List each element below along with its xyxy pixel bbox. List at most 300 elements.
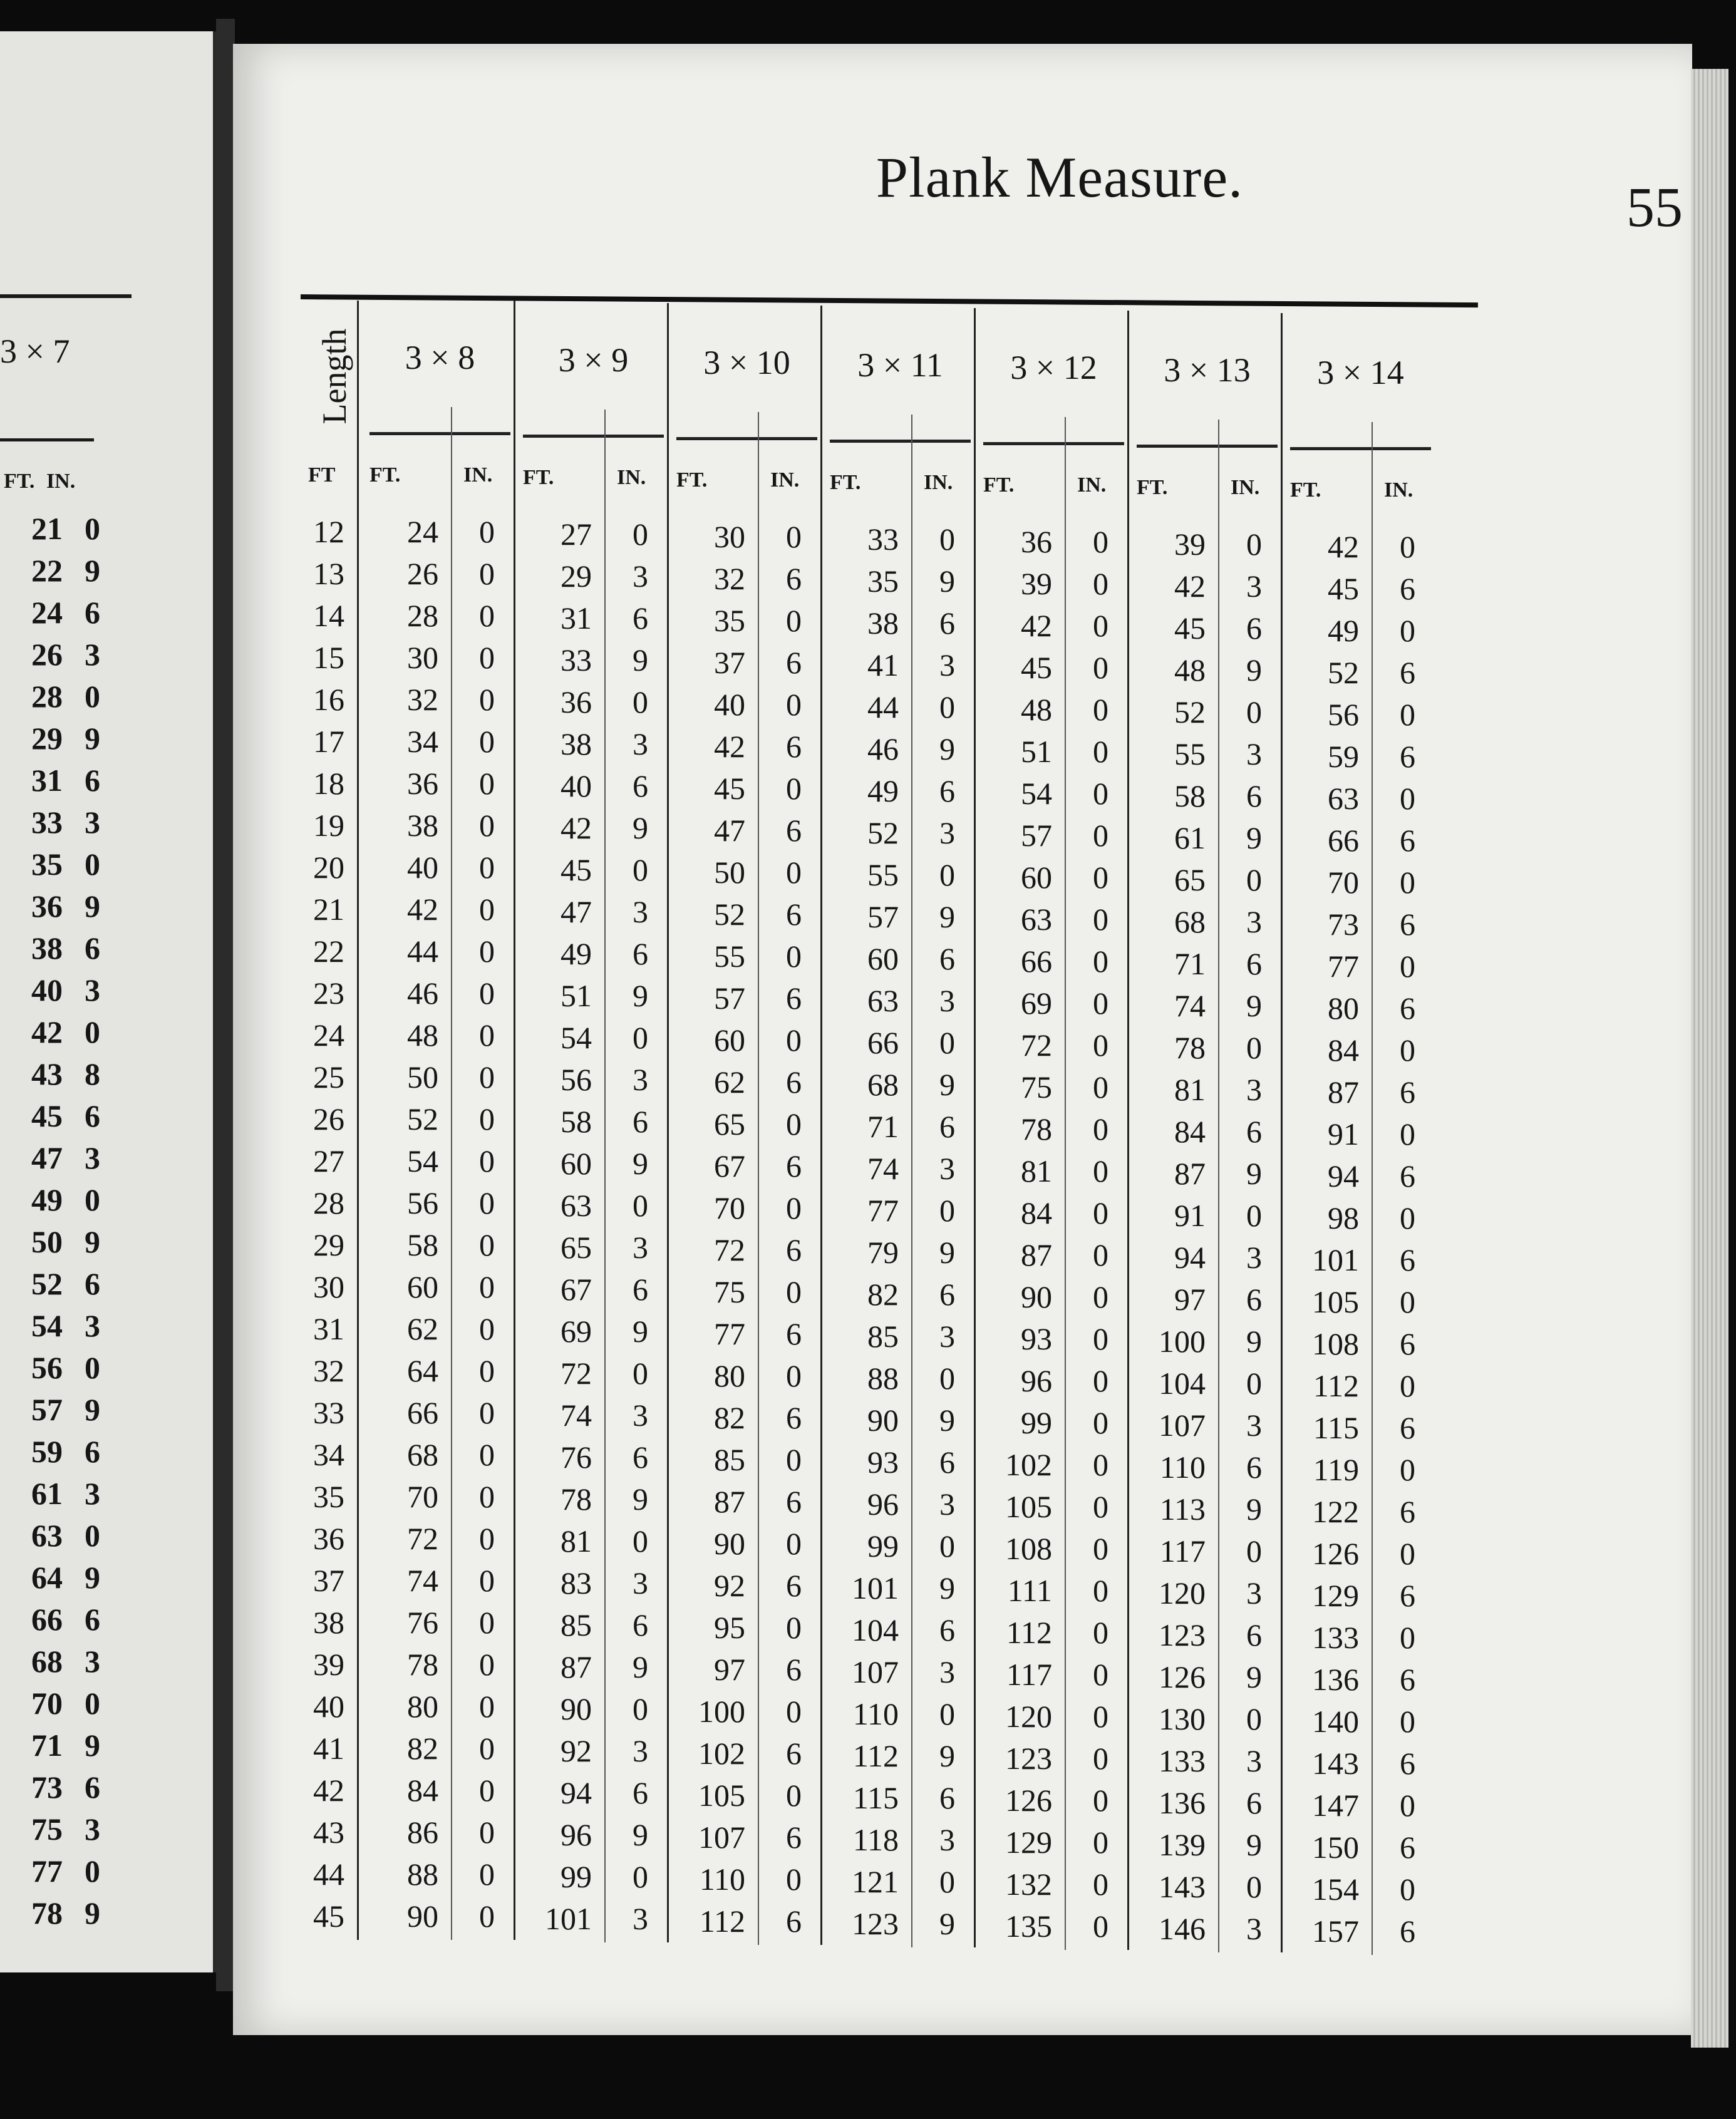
length-value: 28 bbox=[313, 1185, 344, 1220]
left-table-row bbox=[0, 1514, 100, 1556]
left-ft-value: 52 bbox=[31, 1266, 63, 1301]
in-value: 3 bbox=[633, 559, 648, 594]
ft-value: 91 bbox=[1328, 1116, 1359, 1152]
in-value: 0 bbox=[1246, 1534, 1262, 1569]
left-in-value: 0 bbox=[85, 1853, 100, 1889]
ft-value: 133 bbox=[1312, 1620, 1359, 1655]
left-page-sub-rule bbox=[0, 438, 94, 441]
ft-value: 126 bbox=[1312, 1536, 1359, 1571]
ft-value: 27 bbox=[561, 517, 592, 552]
in-value: 0 bbox=[1400, 529, 1415, 564]
ft-value: 136 bbox=[1312, 1662, 1359, 1697]
left-ft-value: 28 bbox=[31, 678, 63, 714]
in-value: 0 bbox=[1246, 694, 1262, 730]
ft-value: 107 bbox=[698, 1820, 745, 1855]
ft-in-divider bbox=[1218, 420, 1219, 1952]
ft-value: 48 bbox=[1021, 692, 1052, 727]
in-value: 0 bbox=[1093, 902, 1108, 937]
ft-value: 112 bbox=[852, 1738, 899, 1773]
in-value: 6 bbox=[786, 1736, 802, 1771]
in-value: 0 bbox=[939, 1025, 955, 1060]
length-value: 21 bbox=[313, 892, 344, 927]
ft-value: 74 bbox=[1174, 988, 1206, 1023]
ft-value: 74 bbox=[407, 1563, 438, 1598]
in-value: 0 bbox=[939, 522, 955, 557]
ft-value: 36 bbox=[1021, 524, 1052, 559]
left-ft-value: 70 bbox=[31, 1685, 63, 1721]
ft-value: 84 bbox=[1328, 1033, 1359, 1068]
in-value: 6 bbox=[786, 561, 802, 596]
left-ft-value: 54 bbox=[31, 1307, 63, 1343]
ft-value: 105 bbox=[1005, 1489, 1052, 1524]
left-table-row bbox=[0, 1682, 100, 1724]
dimension-sub-rule bbox=[369, 432, 510, 435]
length-column-divider bbox=[357, 301, 359, 1940]
in-value: 9 bbox=[939, 1235, 955, 1270]
length-value: 23 bbox=[313, 976, 344, 1011]
in-value: 0 bbox=[1400, 949, 1415, 984]
left-ft-value: 36 bbox=[31, 888, 63, 924]
ft-value: 70 bbox=[714, 1190, 745, 1225]
in-value: 9 bbox=[1246, 988, 1262, 1023]
in-value: 0 bbox=[479, 1437, 495, 1472]
left-ft-value: 56 bbox=[31, 1349, 63, 1385]
in-value: 9 bbox=[633, 978, 648, 1013]
ft-value: 150 bbox=[1312, 1830, 1359, 1865]
ft-value: 57 bbox=[1021, 818, 1052, 853]
ft-value: 101 bbox=[852, 1570, 899, 1606]
ft-value: 51 bbox=[1021, 734, 1052, 769]
in-value: 6 bbox=[1246, 611, 1262, 646]
in-value: 0 bbox=[479, 1689, 495, 1724]
in-value: 0 bbox=[479, 1521, 495, 1556]
ft-value: 96 bbox=[561, 1817, 592, 1852]
dimension-header: 3 × 11 bbox=[857, 346, 943, 384]
ft-value: 56 bbox=[407, 1185, 438, 1220]
ft-value: 68 bbox=[1174, 904, 1206, 939]
in-value: 0 bbox=[939, 1193, 955, 1228]
left-table-row bbox=[0, 1011, 100, 1053]
ft-value: 132 bbox=[1005, 1867, 1052, 1902]
left-table-row bbox=[0, 1220, 100, 1262]
ft-value: 126 bbox=[1005, 1783, 1052, 1818]
ft-value: 69 bbox=[1021, 986, 1052, 1021]
left-ft-value: 71 bbox=[31, 1727, 63, 1763]
ft-value: 66 bbox=[867, 1025, 899, 1060]
ft-value: 81 bbox=[561, 1524, 592, 1559]
in-value: 0 bbox=[1093, 734, 1108, 769]
left-in-value: 9 bbox=[85, 1727, 100, 1763]
in-value: 0 bbox=[939, 1529, 955, 1564]
ft-value: 76 bbox=[407, 1605, 438, 1640]
in-column-label: IN. bbox=[770, 468, 800, 492]
in-value: 0 bbox=[479, 724, 495, 759]
ft-value: 42 bbox=[561, 810, 592, 845]
in-value: 0 bbox=[786, 603, 802, 638]
left-in-value: 0 bbox=[85, 510, 100, 546]
in-value: 9 bbox=[633, 810, 648, 845]
in-value: 0 bbox=[633, 1356, 648, 1391]
in-value: 6 bbox=[786, 645, 802, 680]
ft-value: 126 bbox=[1159, 1659, 1206, 1694]
ft-value: 87 bbox=[1021, 1237, 1052, 1272]
in-value: 9 bbox=[1246, 1827, 1262, 1862]
ft-value: 84 bbox=[407, 1773, 438, 1808]
in-value: 0 bbox=[479, 1353, 495, 1388]
ft-value: 94 bbox=[1328, 1158, 1359, 1194]
length-value: 42 bbox=[313, 1773, 344, 1808]
left-table-row bbox=[0, 1808, 100, 1850]
left-table-row bbox=[0, 549, 100, 591]
left-page bbox=[0, 31, 217, 1972]
in-value: 9 bbox=[633, 1649, 648, 1684]
in-value: 0 bbox=[1093, 1447, 1108, 1482]
left-in-value: 3 bbox=[85, 1643, 100, 1679]
left-ft-value: 38 bbox=[31, 930, 63, 966]
in-value: 0 bbox=[633, 684, 648, 719]
left-in-value: 6 bbox=[85, 930, 100, 966]
in-value: 0 bbox=[1400, 781, 1415, 816]
left-in-value: 0 bbox=[85, 1517, 100, 1553]
ft-value: 77 bbox=[1328, 949, 1359, 984]
in-value: 6 bbox=[633, 1775, 648, 1810]
left-in-value: 9 bbox=[85, 888, 100, 924]
ft-value: 94 bbox=[1174, 1240, 1206, 1275]
left-ft-value: 68 bbox=[31, 1643, 63, 1679]
left-table-row bbox=[0, 885, 100, 927]
in-value: 0 bbox=[1093, 650, 1108, 685]
left-table-row bbox=[0, 1598, 100, 1640]
ft-value: 64 bbox=[407, 1353, 438, 1388]
group-divider bbox=[1127, 311, 1129, 1950]
ft-value: 54 bbox=[561, 1020, 592, 1055]
ft-value: 68 bbox=[867, 1067, 899, 1102]
ft-value: 63 bbox=[1021, 902, 1052, 937]
ft-value: 52 bbox=[867, 815, 899, 850]
left-in-value: 3 bbox=[85, 804, 100, 840]
in-value: 0 bbox=[1400, 1033, 1415, 1068]
in-value: 6 bbox=[1400, 1746, 1415, 1781]
ft-value: 157 bbox=[1312, 1914, 1359, 1949]
ft-value: 85 bbox=[561, 1607, 592, 1642]
in-column-label: IN. bbox=[1077, 473, 1107, 497]
left-table-row bbox=[0, 717, 100, 759]
in-value: 0 bbox=[786, 687, 802, 722]
dimension-header: 3 × 9 bbox=[558, 341, 629, 379]
left-table-row bbox=[0, 1304, 100, 1346]
in-value: 0 bbox=[479, 640, 495, 675]
ft-value: 81 bbox=[1021, 1153, 1052, 1188]
in-value: 6 bbox=[939, 606, 955, 641]
ft-column-label: FT. bbox=[523, 466, 554, 489]
ft-value: 44 bbox=[407, 934, 438, 969]
in-value: 0 bbox=[479, 514, 495, 549]
in-value: 0 bbox=[786, 1190, 802, 1225]
ft-value: 72 bbox=[1021, 1028, 1052, 1063]
in-value: 6 bbox=[1400, 1578, 1415, 1613]
length-value: 31 bbox=[313, 1311, 344, 1346]
ft-column-label: FT. bbox=[1290, 478, 1321, 502]
ft-value: 55 bbox=[867, 857, 899, 892]
in-value: 9 bbox=[1246, 1156, 1262, 1191]
in-value: 0 bbox=[939, 857, 955, 892]
in-value: 0 bbox=[1093, 1028, 1108, 1063]
in-value: 3 bbox=[633, 1062, 648, 1097]
in-value: 0 bbox=[479, 556, 495, 591]
left-ft-value: 59 bbox=[31, 1433, 63, 1469]
ft-value: 30 bbox=[714, 519, 745, 554]
ft-value: 45 bbox=[1328, 571, 1359, 606]
in-value: 0 bbox=[1093, 1867, 1108, 1902]
ft-value: 92 bbox=[714, 1568, 745, 1603]
ft-value: 110 bbox=[852, 1696, 899, 1731]
in-value: 0 bbox=[1246, 1701, 1262, 1736]
in-value: 0 bbox=[786, 1358, 802, 1393]
in-value: 3 bbox=[633, 894, 648, 929]
in-value: 0 bbox=[786, 939, 802, 974]
ft-value: 52 bbox=[1174, 694, 1206, 730]
ft-value: 40 bbox=[561, 768, 592, 803]
ft-value: 80 bbox=[407, 1689, 438, 1724]
dimension-header: 3 × 14 bbox=[1317, 354, 1404, 391]
in-value: 9 bbox=[939, 1906, 955, 1941]
ft-value: 75 bbox=[714, 1274, 745, 1309]
in-value: 3 bbox=[633, 726, 648, 761]
length-value: 18 bbox=[313, 766, 344, 801]
ft-column-label: FT. bbox=[1137, 476, 1168, 499]
length-value: 45 bbox=[313, 1899, 344, 1934]
dimension-sub-rule bbox=[830, 440, 971, 443]
in-value: 0 bbox=[1400, 1368, 1415, 1403]
length-value: 12 bbox=[313, 514, 344, 549]
in-value: 6 bbox=[939, 941, 955, 976]
in-value: 6 bbox=[1400, 1662, 1415, 1697]
in-value: 0 bbox=[1400, 1788, 1415, 1823]
in-value: 0 bbox=[1246, 1869, 1262, 1904]
in-value: 3 bbox=[1246, 1911, 1262, 1946]
in-value: 3 bbox=[1246, 569, 1262, 604]
in-value: 6 bbox=[786, 1232, 802, 1267]
ft-value: 62 bbox=[714, 1065, 745, 1100]
left-in-value: 9 bbox=[85, 1224, 100, 1259]
left-in-value: 3 bbox=[85, 1811, 100, 1847]
in-value: 0 bbox=[939, 1361, 955, 1396]
in-value: 6 bbox=[1400, 571, 1415, 606]
in-value: 0 bbox=[1093, 1825, 1108, 1860]
length-value: 13 bbox=[313, 556, 344, 591]
ft-value: 49 bbox=[1328, 613, 1359, 648]
ft-value: 90 bbox=[714, 1526, 745, 1561]
in-value: 0 bbox=[479, 1143, 495, 1178]
ft-value: 97 bbox=[714, 1652, 745, 1687]
left-ft-value: 73 bbox=[31, 1769, 63, 1805]
left-in-value: 3 bbox=[85, 636, 100, 672]
left-table-row bbox=[0, 1640, 100, 1682]
in-value: 6 bbox=[1400, 1494, 1415, 1529]
ft-value: 57 bbox=[867, 899, 899, 934]
length-value: 16 bbox=[313, 682, 344, 717]
ft-value: 74 bbox=[867, 1151, 899, 1186]
ft-in-divider bbox=[1372, 422, 1373, 1955]
in-value: 6 bbox=[1246, 1114, 1262, 1149]
in-value: 9 bbox=[1246, 1492, 1262, 1527]
in-value: 6 bbox=[633, 601, 648, 636]
ft-value: 135 bbox=[1005, 1909, 1052, 1944]
ft-value: 72 bbox=[714, 1232, 745, 1267]
group-divider bbox=[974, 308, 976, 1947]
in-value: 6 bbox=[786, 1400, 802, 1435]
ft-value: 102 bbox=[698, 1736, 745, 1771]
in-value: 3 bbox=[939, 1151, 955, 1186]
left-ft-value: 63 bbox=[31, 1517, 63, 1553]
in-value: 6 bbox=[633, 936, 648, 971]
in-value: 6 bbox=[786, 1568, 802, 1603]
ft-value: 72 bbox=[561, 1356, 592, 1391]
ft-value: 67 bbox=[714, 1148, 745, 1183]
ft-column-label: FT. bbox=[830, 471, 861, 494]
ft-value: 143 bbox=[1312, 1746, 1359, 1781]
ft-value: 36 bbox=[561, 684, 592, 719]
ft-value: 107 bbox=[852, 1654, 899, 1689]
left-in-value: 3 bbox=[85, 1307, 100, 1343]
in-value: 0 bbox=[479, 682, 495, 717]
left-table-row bbox=[0, 1430, 100, 1472]
in-value: 0 bbox=[786, 1694, 802, 1729]
in-value: 0 bbox=[633, 1524, 648, 1559]
in-value: 0 bbox=[633, 1020, 648, 1055]
left-ft-value: 75 bbox=[31, 1811, 63, 1847]
in-value: 3 bbox=[1246, 1743, 1262, 1778]
in-value: 6 bbox=[786, 813, 802, 848]
in-value: 0 bbox=[479, 1185, 495, 1220]
in-value: 3 bbox=[939, 1487, 955, 1522]
in-value: 0 bbox=[1093, 1573, 1108, 1608]
left-page-rows bbox=[0, 507, 100, 1934]
left-table-row bbox=[0, 801, 100, 843]
in-value: 6 bbox=[1246, 1785, 1262, 1820]
ft-value: 71 bbox=[1174, 946, 1206, 981]
left-ft-value: 31 bbox=[31, 762, 63, 798]
dimension-sub-rule bbox=[1137, 445, 1278, 448]
length-value: 32 bbox=[313, 1353, 344, 1388]
in-value: 6 bbox=[1400, 1242, 1415, 1277]
ft-value: 115 bbox=[852, 1780, 899, 1815]
in-value: 9 bbox=[939, 564, 955, 599]
ft-value: 139 bbox=[1159, 1827, 1206, 1862]
in-value: 6 bbox=[1400, 1830, 1415, 1865]
group-divider bbox=[667, 303, 669, 1942]
in-value: 0 bbox=[1093, 1531, 1108, 1566]
in-value: 0 bbox=[1093, 1195, 1108, 1230]
length-value: 24 bbox=[313, 1018, 344, 1053]
in-value: 9 bbox=[633, 642, 648, 678]
in-value: 0 bbox=[1400, 1452, 1415, 1487]
in-value: 3 bbox=[939, 1319, 955, 1354]
ft-column-label: FT. bbox=[676, 468, 708, 492]
ft-value: 146 bbox=[1159, 1911, 1206, 1946]
in-value: 3 bbox=[1246, 736, 1262, 771]
ft-value: 120 bbox=[1159, 1575, 1206, 1611]
in-value: 0 bbox=[1400, 1620, 1415, 1655]
ft-value: 80 bbox=[1328, 991, 1359, 1026]
length-value: 17 bbox=[313, 724, 344, 759]
group-divider bbox=[1281, 313, 1283, 1952]
in-value: 6 bbox=[939, 1109, 955, 1144]
group-divider bbox=[820, 306, 822, 1945]
ft-value: 73 bbox=[1328, 907, 1359, 942]
in-value: 6 bbox=[786, 1065, 802, 1100]
ft-value: 39 bbox=[1174, 527, 1206, 562]
dimension-header: 3 × 13 bbox=[1164, 351, 1251, 389]
left-page-column-header: 3 × 7 bbox=[0, 333, 70, 370]
in-value: 0 bbox=[479, 1060, 495, 1095]
ft-value: 66 bbox=[407, 1395, 438, 1430]
ft-value: 35 bbox=[867, 564, 899, 599]
in-value: 0 bbox=[1093, 566, 1108, 601]
in-value: 0 bbox=[479, 1269, 495, 1304]
in-value: 0 bbox=[1093, 692, 1108, 727]
in-value: 0 bbox=[633, 517, 648, 552]
in-value: 6 bbox=[1246, 946, 1262, 981]
in-value: 3 bbox=[1246, 1240, 1262, 1275]
in-value: 0 bbox=[1246, 1198, 1262, 1233]
in-value: 0 bbox=[1093, 524, 1108, 559]
ft-value: 36 bbox=[407, 766, 438, 801]
in-value: 6 bbox=[939, 1780, 955, 1815]
ft-value: 87 bbox=[1328, 1075, 1359, 1110]
in-value: 9 bbox=[939, 899, 955, 934]
ft-value: 50 bbox=[407, 1060, 438, 1095]
left-in-value: 6 bbox=[85, 1433, 100, 1469]
in-value: 3 bbox=[633, 1901, 648, 1936]
in-value: 6 bbox=[786, 729, 802, 764]
ft-value: 41 bbox=[867, 647, 899, 683]
ft-value: 78 bbox=[561, 1482, 592, 1517]
in-value: 6 bbox=[633, 1104, 648, 1139]
ft-value: 101 bbox=[1312, 1242, 1359, 1277]
in-value: 3 bbox=[1246, 904, 1262, 939]
length-value: 33 bbox=[313, 1395, 344, 1430]
in-column-label: IN. bbox=[1231, 476, 1260, 499]
left-ft-value: 24 bbox=[31, 594, 63, 630]
in-value: 0 bbox=[479, 598, 495, 633]
ft-value: 77 bbox=[714, 1316, 745, 1351]
in-value: 0 bbox=[1400, 865, 1415, 900]
left-ft-value: 77 bbox=[31, 1853, 63, 1889]
ft-value: 136 bbox=[1159, 1785, 1206, 1820]
ft-value: 46 bbox=[867, 731, 899, 766]
ft-value: 80 bbox=[714, 1358, 745, 1393]
left-page-top-rule bbox=[0, 294, 132, 298]
ft-value: 58 bbox=[407, 1227, 438, 1262]
ft-value: 101 bbox=[545, 1901, 592, 1936]
left-table-row bbox=[0, 969, 100, 1011]
left-table-row bbox=[0, 1892, 100, 1934]
ft-value: 26 bbox=[407, 556, 438, 591]
left-in-value: 3 bbox=[85, 1475, 100, 1511]
ft-value: 99 bbox=[867, 1529, 899, 1564]
in-value: 9 bbox=[1246, 1324, 1262, 1359]
in-value: 0 bbox=[786, 1778, 802, 1813]
ft-value: 63 bbox=[867, 983, 899, 1018]
in-value: 0 bbox=[786, 1274, 802, 1309]
in-value: 0 bbox=[1093, 860, 1108, 895]
in-value: 3 bbox=[1246, 1408, 1262, 1443]
left-table-row bbox=[0, 843, 100, 885]
left-in-value: 9 bbox=[85, 1391, 100, 1427]
ft-value: 58 bbox=[561, 1104, 592, 1139]
in-column-label: IN. bbox=[1384, 478, 1413, 502]
